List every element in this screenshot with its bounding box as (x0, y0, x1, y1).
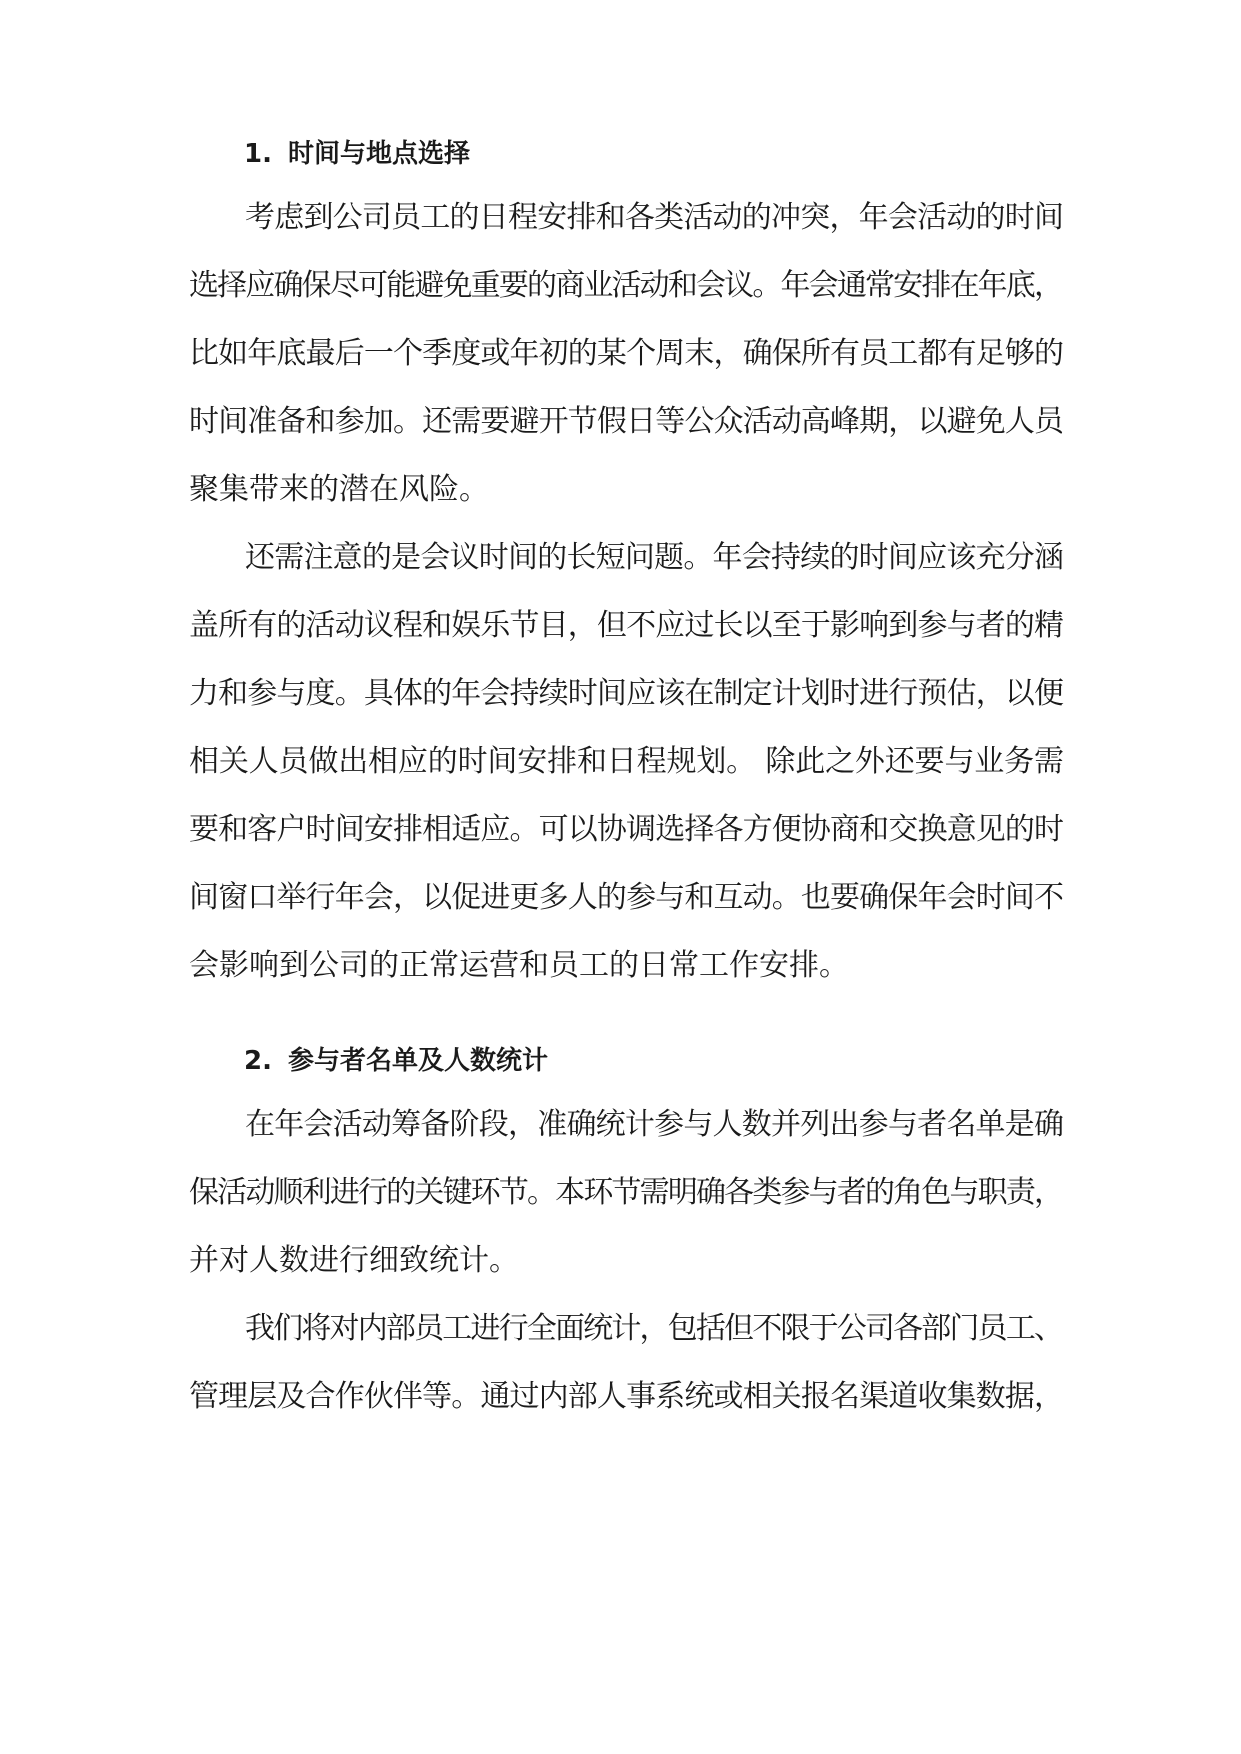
section-title: 时间与地点选择 (288, 139, 471, 169)
section-heading-2 (244, 1045, 548, 1077)
paragraph-line: 要和客户时间安排相适应。可以协调选择各方便协商和交换意见的时 (189, 812, 1064, 847)
paragraph-line: 管理层及合作伙伴等。通过内部人事系统或相关报名渠道收集数据， (189, 1379, 1064, 1414)
paragraph-line: 相关人员做出相应的时间安排和日程规划。 除此之外还要与业务需 (189, 744, 1064, 779)
paragraph-line: 力和参与度。具体的年会持续时间应该在制定计划时进行预估，以便 (189, 676, 1064, 711)
section-number: 1. (244, 139, 272, 169)
paragraph-line: 间窗口举行年会，以促进更多人的参与和互动。也要确保年会时间不 (189, 880, 1064, 915)
paragraph-line: 选择应确保尽可能避免重要的商业活动和会议。年会通常安排在年底， (189, 268, 1063, 303)
paragraph-line: 并对人数进行细致统计。 (189, 1243, 519, 1278)
paragraph-line: 会影响到公司的正常运营和员工的日常工作安排。 (189, 948, 849, 983)
paragraph-line: 我们将对内部员工进行全面统计，包括但不限于公司各部门员工、 (245, 1311, 1063, 1346)
paragraph-line: 盖所有的活动议程和娱乐节目，但不应过长以至于影响到参与者的精 (189, 608, 1064, 643)
section-title: 参与者名单及人数统计 (288, 1046, 549, 1076)
section-number: 2. (244, 1046, 272, 1076)
paragraph-line: 时间准备和参加。还需要避开节假日等公众活动高峰期，以避免人员 (189, 404, 1064, 439)
paragraph-line: 聚集带来的潜在风险。 (189, 472, 489, 507)
paragraph-line: 在年会活动筹备阶段，准确统计参与人数并列出参与者名单是确 (245, 1107, 1064, 1142)
paragraph-line: 保活动顺利进行的关键环节。本环节需明确各类参与者的角色与职责， (189, 1175, 1063, 1210)
section-heading-1 (244, 138, 470, 170)
paragraph-line: 还需注意的是会议时间的长短问题。年会持续的时间应该充分涵 (245, 540, 1064, 575)
paragraph-line: 比如年底最后一个季度或年初的某个周末，确保所有员工都有足够的 (189, 336, 1064, 371)
paragraph-line: 考虑到公司员工的日程安排和各类活动的冲突，年会活动的时间 (245, 200, 1064, 235)
